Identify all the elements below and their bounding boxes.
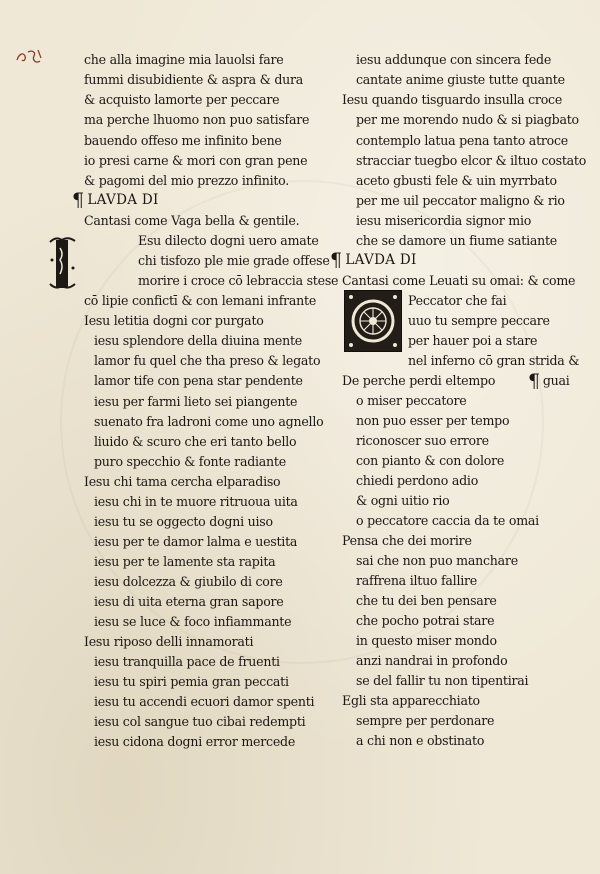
text-line: sai che non puo manchare [356,553,518,568]
text-line: contemplo latua pena tanto atroce [356,133,568,148]
text-line: con pianto & con dolore [356,453,505,468]
catchword [528,370,570,392]
heading-text: LAVDA DI [345,252,417,268]
text-line: Esu dilecto dogni uero amate [138,233,319,248]
text-line: iesu cidona dogni error mercede [94,734,296,749]
text-line: aceto gbusti fele & uin myrrbato [356,173,557,188]
text-line: chi tisfozo ple mie grade offese [138,253,330,268]
text-line: iesu tu spiri pemia gran peccati [94,674,289,689]
text-line: ma perche lhuomo non puo satisfare [84,112,310,127]
text-line: puro specchio & fonte radiante [94,454,286,469]
text-line: riconoscer suo errore [356,433,489,448]
initial-o-ornament [345,291,401,351]
text-line: lamor tife con pena star pendente [94,373,303,388]
text-line: suenato fra ladroni come uno agnello [94,414,324,429]
text-line: per me uil peccator maligno & rio [356,193,565,208]
text-line: che alla imagine mia lauolsi fare [84,52,284,67]
text-line: iesu tranquilla pace de fruenti [94,654,280,669]
text-line: iesu tu se oggecto dogni uiso [94,514,273,529]
text-line: che pocho potrai stare [356,613,495,628]
text-line: & ogni uitio rio [356,493,450,508]
text-line: che tu dei ben pensare [356,593,497,608]
catchword-text: guai [542,373,570,388]
decorated-initial-i [48,234,78,292]
heading-text: LAVDA DI [87,192,159,208]
text-line: iesu col sangue tuo cibai redempti [94,714,306,729]
text-line: per hauer poi a stare [408,333,538,348]
text-line: uuo tu sempre peccare [408,313,550,328]
text-line: & acquisto lamorte per peccare [84,92,280,107]
marginal-annotation [14,46,48,68]
text-line: in questo miser mondo [356,633,497,648]
text-line: Iesu quando tisguardo insulla croce [342,92,563,107]
text-line: iesu tu accendi ecuori damor spenti [94,694,315,709]
text-line: iesu di uita eterna gran sapore [94,594,284,609]
text-line: raffrena iltuo fallire [356,573,477,588]
text-line: non puo esser per tempo [356,413,510,428]
text-line: o miser peccatore [356,393,467,408]
text-line: & pagomi del mio prezzo infinito. [84,173,290,188]
text-line: iesu splendore della diuina mente [94,333,302,348]
text-line: De perche perdi eltempo [342,373,496,388]
text-line: stracciar tuegbo elcor & iltuo costato [356,153,587,168]
text-line: iesu addunque con sincera fede [356,52,552,67]
text-line: Pensa che dei morire [342,533,472,548]
text-line: iesu se luce & foco infiammante [94,614,292,629]
text-line: iesu misericordia signor mio [356,213,532,228]
section-heading [72,189,159,211]
text-line: sempre per perdonare [356,713,495,728]
text-line: Peccator che fai [408,293,507,308]
text-line: fummi disubidiente & aspra & dura [84,72,304,87]
text-line: bauendo offeso me infinito bene [84,133,282,148]
text-line: iesu per te lamente sta rapita [94,554,276,569]
text-line: morire i croce cō lebraccia stese [138,273,339,288]
pilcrow-mark: ¶ [72,189,85,211]
pilcrow-mark: ¶ [528,370,540,392]
text-line: Iesu chi tama cercha elparadiso [84,474,281,489]
text-line: cō lipie confictī & con lemani infrante [84,293,317,308]
text-line: iesu chi in te muore ritruoua uita [94,494,298,509]
section-heading [330,249,417,271]
text-line: lamor fu quel che tha preso & legato [94,353,321,368]
text-line: Egli sta apparecchiato [342,693,480,708]
text-line: cantate anime giuste tutte quante [356,72,565,87]
decorated-initial-o [344,290,402,352]
text-line: o peccatore caccia da te omai [356,513,539,528]
text-line: iesu per te damor lalma e uestita [94,534,298,549]
text-line: a chi non e obstinato [356,733,485,748]
text-line: iesu dolcezza & giubilo di core [94,574,283,589]
text-line: per me morendo nudo & si piagbato [356,112,579,127]
text-line: Iesu riposo delli innamorati [84,634,254,649]
text-line: Cantasi come Vaga bella & gentile. [84,213,300,228]
text-line: chiedi perdono adio [356,473,479,488]
text-line: anzi nandrai in profondo [356,653,508,668]
text-line: iesu per farmi lieto sei piangente [94,394,298,409]
text-line: che se damore un fiume satiante [356,233,557,248]
pilcrow-mark: ¶ [330,249,343,271]
text-line: liuido & scuro che eri tanto bello [94,434,297,449]
text-line: nel inferno cō gran strida & [408,353,580,368]
text-line: io presi carne & mori con gran pene [84,153,308,168]
text-line: Iesu letitia dogni cor purgato [84,313,264,328]
text-line: se del fallir tu non tipentirai [356,673,529,688]
text-line: Cantasi come Leuati su omai: & come [342,273,576,288]
